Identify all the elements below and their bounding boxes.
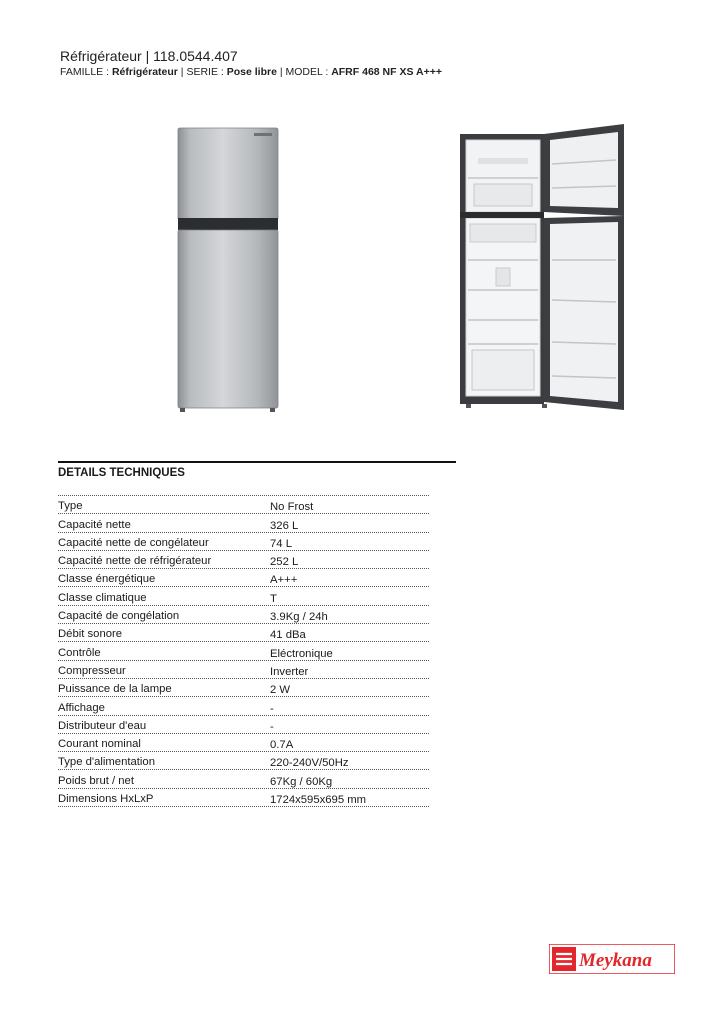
spec-value: 67Kg / 60Kg (270, 775, 333, 788)
spec-value: 0.7A (270, 739, 294, 752)
serie-value: Pose libre (226, 66, 277, 78)
famille-label: FAMILLE : (60, 66, 112, 78)
spec-value: 326 L (270, 519, 299, 532)
spec-row (58, 624, 429, 642)
spec-label: Type d'alimentation (58, 756, 155, 769)
spec-value: 252 L (270, 556, 299, 569)
spec-value: Inverter (270, 665, 309, 678)
spec-label: Classe énergétique (58, 573, 156, 586)
spec-value: - (270, 702, 274, 715)
spec-value: 2 W (270, 684, 291, 697)
specs-table (58, 495, 429, 807)
spec-label: Affichage (58, 701, 105, 714)
spec-value: 3.9Kg / 24h (270, 611, 328, 624)
header (60, 48, 442, 79)
spec-label: Courant nominal (58, 738, 141, 751)
spec-row (58, 734, 429, 752)
spec-row (58, 697, 429, 715)
spec-label: Poids brut / net (58, 774, 134, 787)
section-title: DETAILS TECHNIQUES (58, 461, 456, 479)
spec-label: Classe climatique (58, 591, 147, 604)
spec-row (58, 679, 429, 697)
spec-value: - (270, 720, 274, 733)
spec-row (58, 661, 429, 679)
spec-row (58, 770, 429, 788)
spec-row (58, 551, 429, 569)
spec-label: Capacité nette de congélateur (58, 536, 209, 549)
spec-value: No Frost (270, 501, 314, 514)
spec-row (58, 496, 429, 514)
spec-value: 74 L (270, 537, 292, 550)
spec-value: A+++ (270, 574, 298, 587)
fridge-open-image (456, 120, 632, 410)
fridge-front-image (174, 124, 282, 414)
spec-label: Puissance de la lampe (58, 683, 172, 696)
spec-row (58, 587, 429, 605)
spec-label: Capacité de congélation (58, 610, 180, 623)
spec-row (58, 533, 429, 551)
spec-label: Capacité nette de réfrigérateur (58, 555, 212, 568)
model-value: AFRF 468 NF XS A+++ (331, 66, 442, 78)
spec-row (58, 752, 429, 770)
spec-label: Contrôle (58, 646, 101, 659)
spec-row (58, 789, 429, 807)
spec-value: 220-240V/50Hz (270, 757, 349, 770)
spec-row (58, 642, 429, 660)
spec-label: Type (58, 500, 83, 513)
spec-label: Distributeur d'eau (58, 719, 147, 732)
serie-label: | SERIE : (177, 66, 227, 78)
product-meta (60, 65, 442, 79)
logo-text: Meykana (579, 950, 652, 971)
spec-value: 1724x595x695 mm (270, 794, 367, 807)
spec-value: 41 dBa (270, 629, 306, 642)
page-title: Réfrigérateur | 118.0544.407 (60, 48, 238, 64)
brand-logo (549, 944, 675, 974)
spec-row (58, 569, 429, 587)
model-label: | MODEL : (276, 66, 332, 78)
spec-label: Débit sonore (58, 628, 123, 641)
spec-value: T (270, 592, 277, 605)
spec-label: Dimensions HxLxP (58, 793, 154, 806)
spec-value: Eléctronique (270, 647, 333, 660)
famille-value: Réfrigérateur (111, 66, 178, 78)
spec-row (58, 716, 429, 734)
spec-label: Capacité nette (58, 518, 131, 531)
spec-row (58, 514, 429, 532)
spec-row (58, 606, 429, 624)
spec-label: Compresseur (58, 664, 126, 677)
